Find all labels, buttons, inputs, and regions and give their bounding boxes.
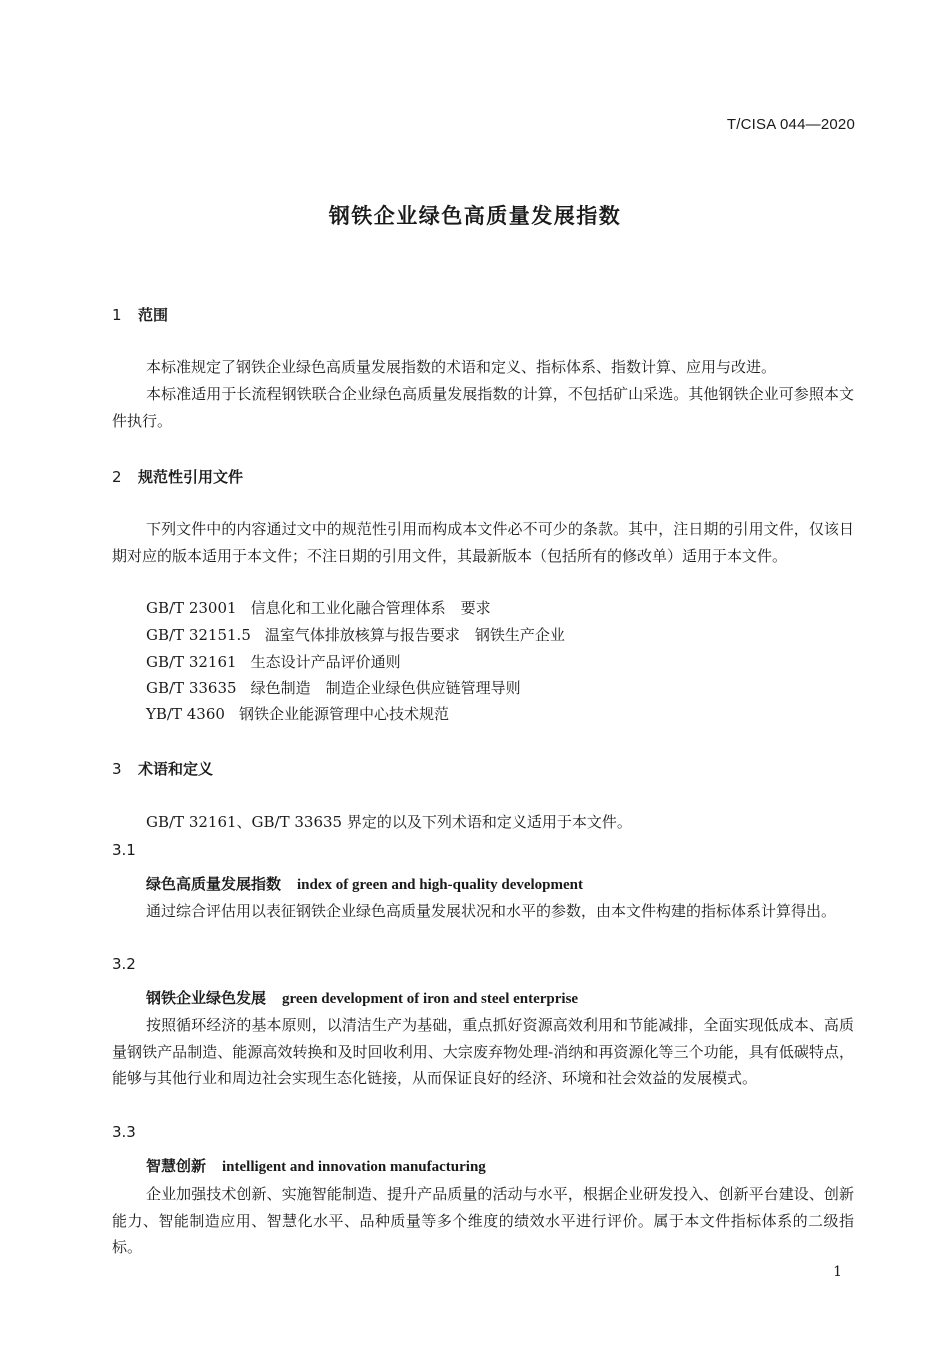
term-number: 3.2 <box>112 955 136 973</box>
scope-paragraph-1: 本标准规定了钢铁企业绿色高质量发展指数的术语和定义、指标体系、指数计算、应用与改进。 <box>146 358 777 376</box>
term-english: green development of iron and steel enterprise <box>282 991 579 1007</box>
reference-title: 绿色制造 制造企业绿色供应链管理导则 <box>250 679 521 697</box>
term-english: index of green and high-quality development <box>297 877 584 893</box>
term-number: 3.3 <box>112 1123 136 1141</box>
reference-title: 钢铁企业能源管理中心技术规范 <box>238 705 449 723</box>
reference-item <box>146 703 449 724</box>
section-heading-scope <box>112 304 168 325</box>
reference-item <box>146 677 521 698</box>
reference-code: GB/T 33635 <box>146 679 237 697</box>
reference-title: 生态设计产品评价通则 <box>250 653 401 671</box>
reference-code: GB/T 23001 <box>146 599 237 617</box>
term-definition: 通过综合评估用以表征钢铁企业绿色高质量发展状况和水平的参数，由本文件构建的指标体系计算得出。 <box>146 902 837 920</box>
document-title: 钢铁企业绿色高质量发展指数 <box>328 204 622 228</box>
reference-title: 温室气体排放核算与报告要求 钢铁生产企业 <box>264 626 565 644</box>
term-heading <box>146 987 578 1008</box>
normative-intro: 下列文件中的内容通过文中的规范性引用而构成本文件必不可少的条款。其中，注日期的引用文件，仅该日期对应的版本适用于本文件；不注日期的引用文件，其最新版本（包括所有的修改单）适用于本文件。 <box>112 520 854 565</box>
term-heading <box>146 1155 486 1176</box>
section-title: 规范性引用文件 <box>138 468 244 486</box>
term-chinese: 智慧创新 <box>146 1157 207 1175</box>
section-title: 范围 <box>138 306 169 324</box>
section-number: 2 <box>112 468 122 486</box>
reference-code: GB/T 32151.5 <box>146 626 251 644</box>
section-heading-normative <box>112 466 243 487</box>
reference-item <box>146 651 401 672</box>
term-chinese: 钢铁企业绿色发展 <box>146 989 267 1007</box>
section-title: 术语和定义 <box>138 760 214 778</box>
section-number: 3 <box>112 760 122 778</box>
document-code: T/CISA 044—2020 <box>726 116 855 133</box>
section-number: 1 <box>112 306 122 324</box>
term-heading <box>146 873 583 894</box>
term-chinese: 绿色高质量发展指数 <box>146 875 282 893</box>
terms-intro: GB/T 32161、GB/T 33635 界定的以及下列术语和定义适用于本文件。 <box>146 813 632 831</box>
reference-code: GB/T 32161 <box>146 653 237 671</box>
reference-item <box>146 597 491 618</box>
scope-paragraph-2: 本标准适用于长流程钢铁联合企业绿色高质量发展指数的计算，不包括矿山采选。其他钢铁企业可参照本文件执行。 <box>112 385 854 430</box>
term-definition: 按照循环经济的基本原则，以清洁生产为基础，重点抓好资源高效利用和节能减排，全面实现低成本、高质量钢铁产品制造、能源高效转换和及时回收利用、大宗废弃物处理-消纳和再资源化等三个功能，具有低碳特点，能够与其他行业和周边社会实现生态化链接，从而保证良好的经济、环境和社会效益的发展模式。 <box>112 1016 854 1087</box>
section-heading-terms <box>112 758 213 779</box>
term-number: 3.1 <box>112 841 136 859</box>
reference-item <box>146 624 565 645</box>
reference-code: YB/T 4360 <box>146 705 225 723</box>
term-english: intelligent and innovation manufacturing <box>222 1159 486 1175</box>
term-definition: 企业加强技术创新、实施智能制造、提升产品质量的活动与水平，根据企业研发投入、创新平台建设、创新能力、智能制造应用、智慧化水平、品种质量等多个维度的绩效水平进行评价。属于本文件指标体系的二级指标。 <box>112 1185 854 1256</box>
page-number: 1 <box>833 1264 842 1280</box>
reference-title: 信息化和工业化融合管理体系 要求 <box>250 599 491 617</box>
